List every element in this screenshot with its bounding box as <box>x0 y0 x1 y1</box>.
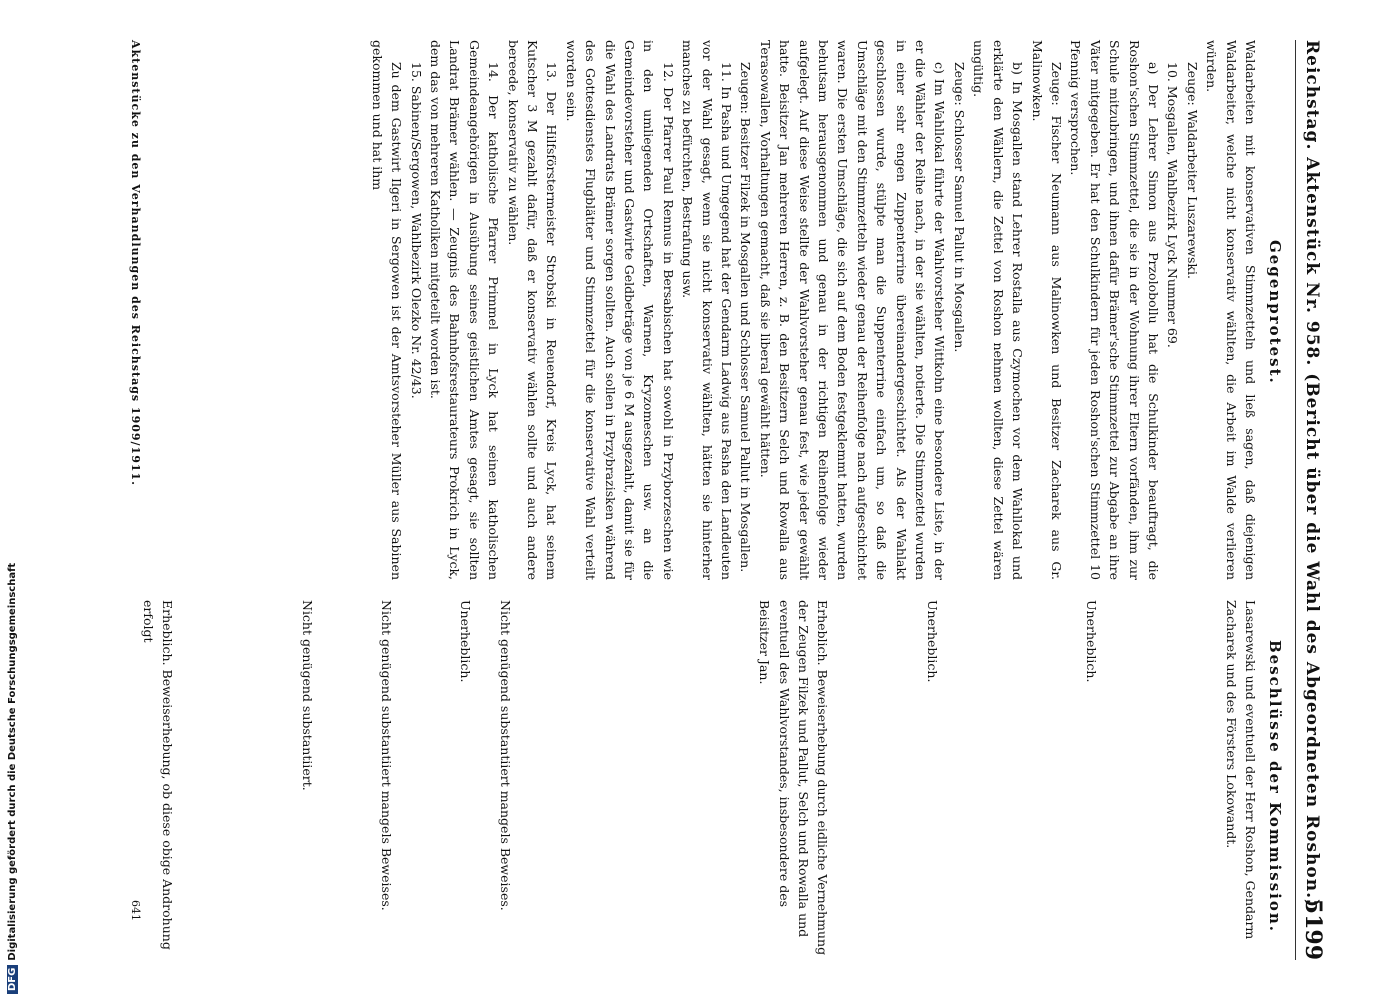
paragraph: a) Der Lehrer Simon aus Przolobollu hat die Schulkinder beauftragt, die Roshon'schen Stimmzettel, die sie in der Wohnung ihrer Eltern vorfänden, ihm zur Schule mitzubringen, und ihnen dafür Brämer'sche Stimmzettel zur Abgabe an ihre Väter mitgegeben. Er hat den Schulkindern für jeden Roshon'schen Stimmzettel 10 Pfennig versprochen. <box>1068 40 1161 580</box>
right-column-heading: Beschlüsse der Kommission. <box>1266 640 1284 933</box>
page-header <box>1290 40 1330 960</box>
decision: Nicht genügend substantiiert. <box>299 600 315 791</box>
digitization-credit-text: Digitalisierung gefördert durch die Deutsche Forschungsgemeinschaft <box>7 562 18 961</box>
paragraph: 10. Mosgallen, Wahlbezirk Lyck Nummer 69. <box>1165 62 1181 348</box>
decision: Unerheblich. <box>458 600 474 683</box>
header-rule <box>1295 40 1296 960</box>
decision: Unerheblich. <box>924 600 940 683</box>
page-footer: Aktenstücke zu den Verhandlungen des Reichstags 1909/1911. <box>129 40 142 486</box>
page-signature: 641 <box>129 900 142 921</box>
paragraph: 15. Sabinen/Sergowen, Wahlbezirk Olezko Nr. 42/43. <box>408 62 424 399</box>
commission-decisions-column <box>138 600 1260 960</box>
decision: Nicht genügend substantiiert mangels Beweises. <box>497 600 513 911</box>
counter-protest-column <box>367 40 1260 580</box>
paragraph: b) In Mosgallen stand Lehrer Rostalla aus Czymochen vor dem Wahllokal und erklärte den Wählern, die Zettel von Roshon nehmen wollten, diese Zettel wären ungültig. <box>971 40 1026 580</box>
paragraph: Zu dem Gastwirt Ilgeri in Sergowen ist der Amtsvorsteher Müller aus Sabinen gekommen und hat ihm <box>369 40 405 580</box>
dfg-logo: DFG <box>7 965 18 994</box>
decision: Erheblich. Beweiserhebung durch eidliche Vernehmung der Zeugen Filzek und Pallut, Selch und Rowalla und eventuell des Wahlvorstandes, insbesondere des Beisitzer Jan. <box>757 600 831 956</box>
paragraph: Zeugen: Besitzer Filzek in Mosgallen und Schlosser Samuel Pallut in Mosgallen. <box>738 62 754 573</box>
decision: Erheblich. Beweiserhebung, ob diese obige Androhung erfolgt <box>140 600 176 950</box>
decision: Lasarewski und eventuell der Herr Roshon, Gendarm Zacharek und des Försters Lokowandt. <box>1223 600 1258 940</box>
left-column-heading: Gegenprotest. <box>1266 240 1284 385</box>
paragraph: Waldarbeiten mit konservativen Stimmzetteln und ließ sagen, daß diejenigen Waldarbeiter, welche nicht konservativ wählten, die Arbeit im Walde verlieren würden. <box>1204 40 1258 580</box>
decision: Unerheblich. <box>1084 600 1100 683</box>
page-number: 5199 <box>1300 898 1326 960</box>
paragraph: 13. Der Hilfsförstermeister Strobski in Reuendorf, Kreis Lyck, hat seinem Kutscher 3 M gezahlt dafür, daß er konservativ wählen sollte und auch andere bereede, konservativ zu wählen. <box>505 40 560 580</box>
paragraph: Zeuge: Fischer Neumann aus Malinowken und Besitzer Zacharek aus Gr. Malinowken. <box>1029 40 1064 580</box>
paragraph: 11. In Pasha und Umgegend hat der Gendarm Ladwig aus Pasha den Landleuten vor der Wahl gesagt, wenn sie nicht konservativ wählten, hätten sie hinterher manches zu befürchten, Bestrafung usw. <box>680 40 735 580</box>
rotated-document-page <box>30 0 1330 1000</box>
paragraph: 14. Der katholische Pfarrer Primmel in Lyck hat seinen katholischen Gemeindeangehörigen in Ausübung seines geistlichen Amtes gesagt, sie sollten Landrat Brämer wählen. — Zeugnis des Bahnhofsrestaurateurs Prokrich in Lyck, dem das von mehreren Katholiken mitgeteilt worden ist. <box>427 40 502 580</box>
decision: Nicht genügend substantiiert mangels Beweises. <box>378 600 394 911</box>
digitization-credit <box>7 563 18 994</box>
paragraph: c) Im Wahllokal führte der Wahlvorsteher Wittkohn eine besondere Liste, in der er die Wähler der Reihe nach, in der sie wählten, notierte. Die Stimmzettel wurden in einer sehr engen Zuppenterrine übereinandergeschichtet. Als der Wahlakt geschlossen wurde, stülpte man die Suppenterrine einfach um, so daß die Umschläge mit den Stimmzetteln wieder genau der Reihenfolge nach aufgeschichtet waren. Die ersten Umschläge, die sich auf dem Boden festgeklemmt hatten, wurden behutsam herausgenommen und genau in der richtigen Reihenfolge wieder aufgelegt. Auf diese Weise stellte der Wahlvorsteher genau fest, wie jeder gewählt hatte. Beisitzer Jan mehreren Herren, z. B. den Besitzern Selch und Rowalla aus Terasowallen, Vorhaltungen gemacht, daß sie liberal gewählt hätten. <box>757 40 948 580</box>
paragraph: 12. Der Pfarrer Paul Rennus in Bersabischen hat sowohl in Przyborzeschen wie in den umliegenden Ortschaften, Warnen, Kryzomeschen usw. an die Gemeindevorsteher und Gastwirte Geldbeträge von je 6 M ausgezahlt, damit sie für die Wahl des Landrats Brämer sorgen sollten. Auch sollen in Przybrazisken während des Gottesdienstes Flugblätter und Stimmzettel für die konservative Wahl verteilt worden sein. <box>563 40 676 580</box>
paragraph: Zeuge: Waldarbeiter Luszarewski. <box>1184 62 1200 279</box>
header-title: Reichstag. Aktenstück Nr. 958. (Bericht über die Wahl des Abgeordneten Roshon.) <box>1302 40 1322 909</box>
paragraph: Zeuge: Schlosser Samuel Pallut in Mosgallen. <box>951 62 967 353</box>
